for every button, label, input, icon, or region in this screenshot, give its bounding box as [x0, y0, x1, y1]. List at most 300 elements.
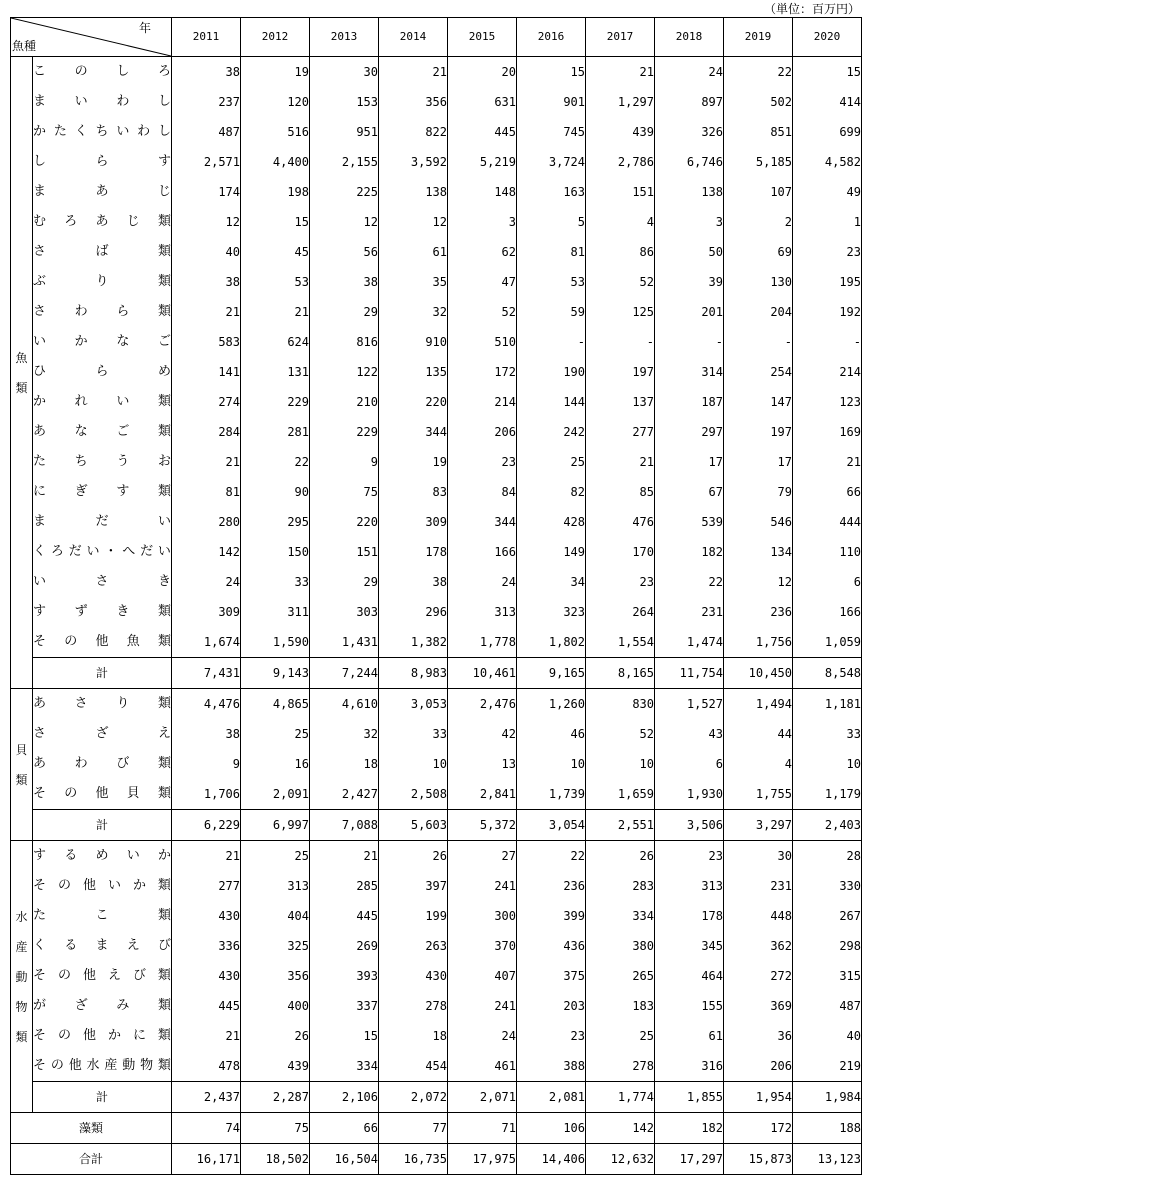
value-cell: 12 [379, 207, 448, 237]
value-cell: 17 [724, 447, 793, 477]
species-name: く る ま え び [33, 938, 171, 953]
species-name-cell [33, 537, 172, 567]
value-cell: 4,476 [172, 689, 241, 720]
value-cell: 3,724 [517, 147, 586, 177]
table-row [11, 779, 862, 810]
species-name: が ざ み 類 [33, 998, 171, 1013]
unit-label: （単位：百万円） [763, 2, 860, 16]
value-cell: 198 [241, 177, 310, 207]
value-cell: 1,260 [517, 689, 586, 720]
value-cell: 583 [172, 327, 241, 357]
value-cell: 144 [517, 387, 586, 417]
value-cell: 388 [517, 1051, 586, 1082]
value-cell: 23 [586, 567, 655, 597]
value-cell: 242 [517, 417, 586, 447]
species-name: ぶ り 類 [33, 274, 171, 289]
value-cell: 502 [724, 87, 793, 117]
table-row [11, 57, 862, 88]
species-name: さ ざ え [33, 726, 171, 741]
species-name: ま あ じ [33, 184, 171, 199]
value-cell: 197 [724, 417, 793, 447]
total-value-cell: 15,873 [724, 1144, 793, 1175]
value-cell: 274 [172, 387, 241, 417]
value-cell: 448 [724, 901, 793, 931]
species-name: そ の 他 魚 類 [33, 634, 171, 649]
value-cell: 15 [241, 207, 310, 237]
species-name: そ の 他 い か 類 [33, 878, 171, 893]
table-row [11, 597, 862, 627]
value-cell: 1,659 [586, 779, 655, 810]
value-cell: 901 [517, 87, 586, 117]
value-cell: 476 [586, 507, 655, 537]
value-cell: 910 [379, 327, 448, 357]
value-cell: 1,802 [517, 627, 586, 658]
value-cell: 178 [655, 901, 724, 931]
value-cell: 15 [793, 57, 862, 88]
value-cell: 210 [310, 387, 379, 417]
species-name-cell [33, 327, 172, 357]
value-cell: 236 [517, 871, 586, 901]
value-cell: 337 [310, 991, 379, 1021]
value-cell: 278 [586, 1051, 655, 1082]
value-cell: 81 [517, 237, 586, 267]
value-cell: 66 [793, 477, 862, 507]
value-cell: 631 [448, 87, 517, 117]
category-label: 魚類 [15, 350, 28, 395]
value-cell: 206 [724, 1051, 793, 1082]
value-cell: 897 [655, 87, 724, 117]
year-header-2020: 2020 [793, 18, 862, 57]
value-cell: 296 [379, 597, 448, 627]
value-cell: 10 [379, 749, 448, 779]
value-cell: 166 [793, 597, 862, 627]
value-cell: 330 [793, 871, 862, 901]
subtotal-value-cell: 2,551 [586, 810, 655, 841]
algae-value-cell: 182 [655, 1113, 724, 1144]
subtotal-value-cell: 1,984 [793, 1082, 862, 1113]
header-row [11, 18, 862, 57]
value-cell: 315 [793, 961, 862, 991]
species-name-cell [33, 87, 172, 117]
value-cell: 3 [655, 207, 724, 237]
species-name: た こ 類 [33, 908, 171, 923]
value-cell: 399 [517, 901, 586, 931]
year-header-2015: 2015 [448, 18, 517, 57]
total-value-cell: 13,123 [793, 1144, 862, 1175]
value-cell: 163 [517, 177, 586, 207]
algae-label: 藻類 [11, 1113, 172, 1144]
species-name: す ず き 類 [33, 604, 171, 619]
value-cell: 44 [724, 719, 793, 749]
value-cell: 699 [793, 117, 862, 147]
value-cell: 38 [172, 267, 241, 297]
table-row [11, 267, 862, 297]
value-cell: 300 [448, 901, 517, 931]
value-cell: 21 [586, 447, 655, 477]
subtotal-value-cell: 1,774 [586, 1082, 655, 1113]
value-cell: 26 [241, 1021, 310, 1051]
value-cell: 280 [172, 507, 241, 537]
value-cell: 141 [172, 357, 241, 387]
species-name: に ぎ す 類 [33, 484, 171, 499]
value-cell: 445 [172, 991, 241, 1021]
value-cell: 297 [655, 417, 724, 447]
subtotal-value-cell: 7,088 [310, 810, 379, 841]
value-cell: 445 [310, 901, 379, 931]
value-cell: 26 [379, 841, 448, 872]
value-cell: 15 [310, 1021, 379, 1051]
value-cell: 61 [379, 237, 448, 267]
value-cell: 436 [517, 931, 586, 961]
value-cell: 82 [517, 477, 586, 507]
table-row [11, 447, 862, 477]
species-name-cell [33, 749, 172, 779]
value-cell: 49 [793, 177, 862, 207]
value-cell: 155 [655, 991, 724, 1021]
value-cell: 2,571 [172, 147, 241, 177]
algae-value-cell: 77 [379, 1113, 448, 1144]
year-header-label: 年 [138, 21, 151, 35]
value-cell: - [655, 327, 724, 357]
value-cell: - [586, 327, 655, 357]
value-cell: 137 [586, 387, 655, 417]
value-cell: 39 [655, 267, 724, 297]
species-name-cell [33, 147, 172, 177]
subtotal-value-cell: 8,165 [586, 658, 655, 689]
species-name: む ろ あ じ 類 [33, 214, 171, 229]
value-cell: 1,527 [655, 689, 724, 720]
value-cell: 362 [724, 931, 793, 961]
value-cell: 1,706 [172, 779, 241, 810]
algae-value-cell: 75 [241, 1113, 310, 1144]
value-cell: 147 [724, 387, 793, 417]
species-name-cell [33, 931, 172, 961]
value-cell: 326 [655, 117, 724, 147]
species-name-cell [33, 597, 172, 627]
table-row [11, 417, 862, 447]
total-value-cell: 16,171 [172, 1144, 241, 1175]
value-cell: 35 [379, 267, 448, 297]
subtotal-value-cell: 9,165 [517, 658, 586, 689]
total-value-cell: 14,406 [517, 1144, 586, 1175]
subtotal-label: 計 [33, 1082, 172, 1113]
table-row [11, 327, 862, 357]
value-cell: 1,494 [724, 689, 793, 720]
algae-value-cell: 66 [310, 1113, 379, 1144]
table-row [11, 841, 862, 872]
value-cell: 47 [448, 267, 517, 297]
value-cell: 151 [586, 177, 655, 207]
value-cell: 624 [241, 327, 310, 357]
value-cell: 414 [793, 87, 862, 117]
table-row [11, 117, 862, 147]
value-cell: 169 [793, 417, 862, 447]
subtotal-value-cell: 9,143 [241, 658, 310, 689]
value-cell: 430 [172, 961, 241, 991]
value-cell: 6,746 [655, 147, 724, 177]
species-name: そ の 他 貝 類 [33, 786, 171, 801]
value-cell: 822 [379, 117, 448, 147]
category-label: 貝類 [15, 742, 28, 787]
value-cell: 34 [517, 567, 586, 597]
value-cell: 1,382 [379, 627, 448, 658]
value-cell: 197 [586, 357, 655, 387]
value-cell: 4,400 [241, 147, 310, 177]
value-cell: 370 [448, 931, 517, 961]
species-name-cell [33, 567, 172, 597]
species-name-cell [33, 779, 172, 810]
value-cell: 23 [448, 447, 517, 477]
value-cell: 25 [241, 841, 310, 872]
value-cell: 5,185 [724, 147, 793, 177]
table-row [11, 1051, 862, 1082]
value-cell: 21 [172, 297, 241, 327]
value-cell: - [793, 327, 862, 357]
algae-value-cell: 106 [517, 1113, 586, 1144]
subtotal-value-cell: 2,081 [517, 1082, 586, 1113]
value-cell: 461 [448, 1051, 517, 1082]
table-row [11, 387, 862, 417]
value-cell: 393 [310, 961, 379, 991]
subtotal-value-cell: 1,855 [655, 1082, 724, 1113]
value-cell: 10 [793, 749, 862, 779]
value-cell: 83 [379, 477, 448, 507]
value-cell: 29 [310, 567, 379, 597]
value-cell: 5,219 [448, 147, 517, 177]
value-cell: 487 [172, 117, 241, 147]
value-cell: 510 [448, 327, 517, 357]
value-cell: 325 [241, 931, 310, 961]
value-cell: 439 [241, 1051, 310, 1082]
value-cell: 231 [655, 597, 724, 627]
value-cell: 22 [517, 841, 586, 872]
table-row [11, 749, 862, 779]
value-cell: 10 [517, 749, 586, 779]
value-cell: 4,865 [241, 689, 310, 720]
value-cell: 1,059 [793, 627, 862, 658]
species-name: さ ば 類 [33, 244, 171, 259]
value-cell: 220 [310, 507, 379, 537]
species-name-cell [33, 117, 172, 147]
value-cell: 32 [310, 719, 379, 749]
value-cell: 38 [310, 267, 379, 297]
value-cell: 1,755 [724, 779, 793, 810]
category-cell [11, 689, 33, 841]
species-name-cell [33, 689, 172, 720]
value-cell: 1,181 [793, 689, 862, 720]
value-cell: 142 [172, 537, 241, 567]
value-cell: 3 [448, 207, 517, 237]
species-name-cell [33, 297, 172, 327]
value-cell: 214 [793, 357, 862, 387]
species-name-cell [33, 207, 172, 237]
year-header-2018: 2018 [655, 18, 724, 57]
algae-value-cell: 188 [793, 1113, 862, 1144]
subtotal-row [11, 1082, 862, 1113]
value-cell: 153 [310, 87, 379, 117]
value-cell: 229 [241, 387, 310, 417]
value-cell: 120 [241, 87, 310, 117]
value-cell: 22 [241, 447, 310, 477]
value-cell: 148 [448, 177, 517, 207]
value-cell: 192 [793, 297, 862, 327]
value-cell: 298 [793, 931, 862, 961]
table-row [11, 689, 862, 720]
value-cell: 439 [586, 117, 655, 147]
value-cell: 219 [793, 1051, 862, 1082]
value-cell: 84 [448, 477, 517, 507]
value-cell: 397 [379, 871, 448, 901]
species-name: そ の 他 水 産 動 物 類 [33, 1058, 171, 1073]
value-cell: 400 [241, 991, 310, 1021]
species-name: ま だ い [33, 514, 171, 529]
value-cell: 204 [724, 297, 793, 327]
value-cell: 46 [517, 719, 586, 749]
value-cell: 166 [448, 537, 517, 567]
total-value-cell: 16,735 [379, 1144, 448, 1175]
species-name-cell [33, 237, 172, 267]
value-cell: 21 [379, 57, 448, 88]
table-row [11, 207, 862, 237]
value-cell: 138 [379, 177, 448, 207]
subtotal-row [11, 658, 862, 689]
value-cell: 428 [517, 507, 586, 537]
value-cell: 21 [241, 297, 310, 327]
subtotal-value-cell: 5,603 [379, 810, 448, 841]
value-cell: 56 [310, 237, 379, 267]
subtotal-value-cell: 2,287 [241, 1082, 310, 1113]
value-cell: 539 [655, 507, 724, 537]
value-cell: 15 [517, 57, 586, 88]
value-cell: 214 [448, 387, 517, 417]
value-cell: 172 [448, 357, 517, 387]
value-cell: 265 [586, 961, 655, 991]
value-cell: 174 [172, 177, 241, 207]
value-cell: 1,739 [517, 779, 586, 810]
value-cell: 85 [586, 477, 655, 507]
value-cell: 29 [310, 297, 379, 327]
value-cell: 33 [793, 719, 862, 749]
value-cell: - [517, 327, 586, 357]
value-cell: 334 [310, 1051, 379, 1082]
value-cell: 75 [310, 477, 379, 507]
value-cell: 284 [172, 417, 241, 447]
value-cell: 27 [448, 841, 517, 872]
value-cell: 53 [241, 267, 310, 297]
value-cell: 23 [655, 841, 724, 872]
subtotal-value-cell: 10,450 [724, 658, 793, 689]
value-cell: 79 [724, 477, 793, 507]
table-row [11, 507, 862, 537]
value-cell: 40 [172, 237, 241, 267]
value-cell: 313 [241, 871, 310, 901]
value-cell: 311 [241, 597, 310, 627]
total-value-cell: 12,632 [586, 1144, 655, 1175]
subtotal-value-cell: 2,437 [172, 1082, 241, 1113]
category-cell [11, 57, 33, 689]
value-cell: 134 [724, 537, 793, 567]
species-name-cell [33, 57, 172, 88]
species-header-label: 魚種 [12, 39, 37, 53]
value-cell: 13 [448, 749, 517, 779]
value-cell: 12 [724, 567, 793, 597]
value-cell: 344 [379, 417, 448, 447]
value-cell: 183 [586, 991, 655, 1021]
value-cell: 125 [586, 297, 655, 327]
table-row [11, 567, 862, 597]
value-cell: 277 [172, 871, 241, 901]
value-cell: 32 [379, 297, 448, 327]
value-cell: 336 [172, 931, 241, 961]
value-cell: 135 [379, 357, 448, 387]
value-cell: 38 [379, 567, 448, 597]
value-cell: 190 [517, 357, 586, 387]
species-name: い さ き [33, 574, 171, 589]
species-name: そ の 他 か に 類 [33, 1028, 171, 1043]
species-name: ま い わ し [33, 94, 171, 109]
value-cell: 25 [241, 719, 310, 749]
value-cell: 23 [793, 237, 862, 267]
value-cell: 30 [724, 841, 793, 872]
value-cell: 21 [172, 447, 241, 477]
subtotal-value-cell: 11,754 [655, 658, 724, 689]
subtotal-value-cell: 2,071 [448, 1082, 517, 1113]
species-name: し ら す [33, 154, 171, 169]
total-value-cell: 18,502 [241, 1144, 310, 1175]
table-row [11, 719, 862, 749]
value-cell: 278 [379, 991, 448, 1021]
value-cell: 52 [586, 267, 655, 297]
value-cell: 3,053 [379, 689, 448, 720]
value-cell: 546 [724, 507, 793, 537]
species-name-cell [33, 357, 172, 387]
value-cell: 1,590 [241, 627, 310, 658]
value-cell: 2 [724, 207, 793, 237]
total-value-cell: 17,297 [655, 1144, 724, 1175]
algae-row [11, 1113, 862, 1144]
species-name-cell [33, 627, 172, 658]
value-cell: 123 [793, 387, 862, 417]
species-name: あ わ び 類 [33, 756, 171, 771]
value-cell: 6 [655, 749, 724, 779]
value-cell: 375 [517, 961, 586, 991]
value-cell: 62 [448, 237, 517, 267]
subtotal-value-cell: 10,461 [448, 658, 517, 689]
value-cell: 487 [793, 991, 862, 1021]
species-name-cell [33, 901, 172, 931]
value-cell: 23 [517, 1021, 586, 1051]
value-cell: 478 [172, 1051, 241, 1082]
value-cell: 12 [310, 207, 379, 237]
header-corner-cell [11, 18, 172, 57]
species-name-cell [33, 961, 172, 991]
table-row [11, 177, 862, 207]
value-cell: 19 [379, 447, 448, 477]
value-cell: 241 [448, 871, 517, 901]
value-cell: 237 [172, 87, 241, 117]
species-name: く ろ だ い ・ へ だ い [33, 544, 171, 559]
species-name-cell [33, 447, 172, 477]
value-cell: 69 [724, 237, 793, 267]
species-name: あ さ り 類 [33, 696, 171, 711]
year-header-2013: 2013 [310, 18, 379, 57]
value-cell: 851 [724, 117, 793, 147]
table-row [11, 147, 862, 177]
value-cell: 4,610 [310, 689, 379, 720]
value-cell: 21 [172, 841, 241, 872]
value-cell: 4 [586, 207, 655, 237]
subtotal-value-cell: 7,431 [172, 658, 241, 689]
